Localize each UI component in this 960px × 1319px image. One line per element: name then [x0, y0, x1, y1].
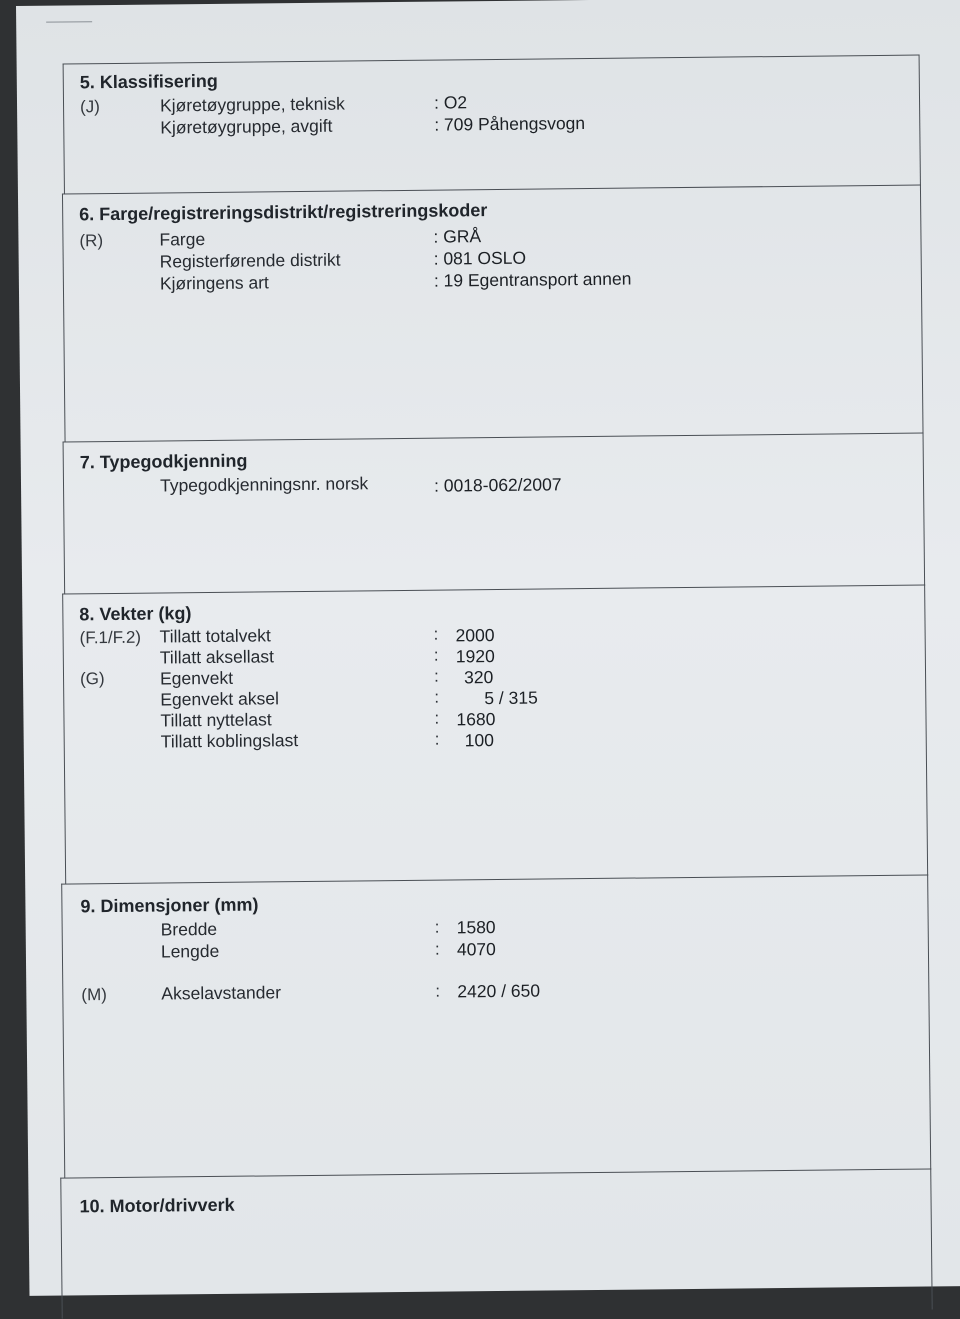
field-label: Egenvekt aksel [160, 688, 280, 710]
colon-separator: : [435, 981, 441, 1001]
section-vekter [62, 585, 928, 885]
document-page [16, 0, 960, 1296]
colon-separator: : [434, 917, 440, 937]
section-klassifisering [63, 55, 921, 195]
field-value: 1580 [456, 917, 496, 938]
field-value: 100 [464, 730, 495, 751]
colon-separator: : [433, 645, 439, 665]
field-label: Tillatt aksellast [159, 646, 275, 668]
section-title: 7. Typegodkjenning [79, 450, 248, 473]
field-label: Lengde [160, 940, 220, 962]
field-value: 5 / 315 [484, 687, 538, 709]
field-label: Kjøretøygruppe, avgift [160, 115, 333, 138]
field-value: 2420 / 650 [457, 980, 541, 1002]
field-code: (M) [81, 985, 107, 1005]
field-value: : GRÅ [433, 226, 482, 247]
section-title: 9. Dimensjoner (mm) [80, 894, 259, 917]
field-code: (R) [79, 231, 104, 251]
field-value: : 709 Påhengsvogn [434, 113, 586, 135]
field-code: (G) [79, 669, 105, 689]
field-code: (F.1/F.2) [79, 627, 142, 648]
field-value: : 0018-062/2007 [433, 474, 562, 496]
section-title: 10. Motor/drivverk [79, 1194, 235, 1217]
field-label: Akselavstander [161, 982, 282, 1004]
field-value: 320 [463, 667, 494, 688]
field-label: Tillatt totalvekt [159, 625, 271, 647]
section-typegodkjenning [63, 433, 926, 595]
section-motor-drivverk [60, 1168, 932, 1318]
section-dimensjoner [61, 874, 931, 1178]
field-value: 4070 [456, 939, 496, 960]
section-title: 5. Klassifisering [79, 70, 218, 93]
colon-separator: : [434, 729, 440, 749]
field-label: Tillatt nyttelast [160, 709, 272, 731]
field-value: : 081 OSLO [433, 247, 527, 269]
field-label: Bredde [160, 918, 218, 940]
field-label: Kjøringens art [159, 272, 269, 294]
field-value: 2000 [455, 625, 495, 646]
field-value: 1680 [456, 709, 496, 730]
field-label: Kjøretøygruppe, teknisk [159, 93, 345, 116]
section-title: 6. Farge/registreringsdistrikt/registreringskoder [79, 200, 488, 225]
section-farge-registrering [62, 185, 924, 443]
field-value: : O2 [433, 92, 468, 113]
field-label: Egenvekt [159, 667, 234, 689]
field-label: Farge [159, 229, 206, 250]
field-label: Tillatt koblingslast [160, 730, 299, 752]
section-title: 8. Vekter (kg) [79, 603, 192, 625]
field-value: 1920 [455, 646, 495, 667]
colon-separator: : [434, 708, 440, 728]
colon-separator: : [434, 939, 440, 959]
field-value: : 19 Egentransport annen [433, 268, 632, 291]
field-label: Registerførende distrikt [159, 249, 341, 272]
colon-separator: : [434, 687, 440, 707]
page-edge-mark [46, 21, 92, 22]
field-code: (J) [79, 97, 100, 117]
field-label: Typegodkjenningsnr. norsk [159, 473, 369, 496]
colon-separator: : [433, 624, 439, 644]
colon-separator: : [433, 666, 439, 686]
